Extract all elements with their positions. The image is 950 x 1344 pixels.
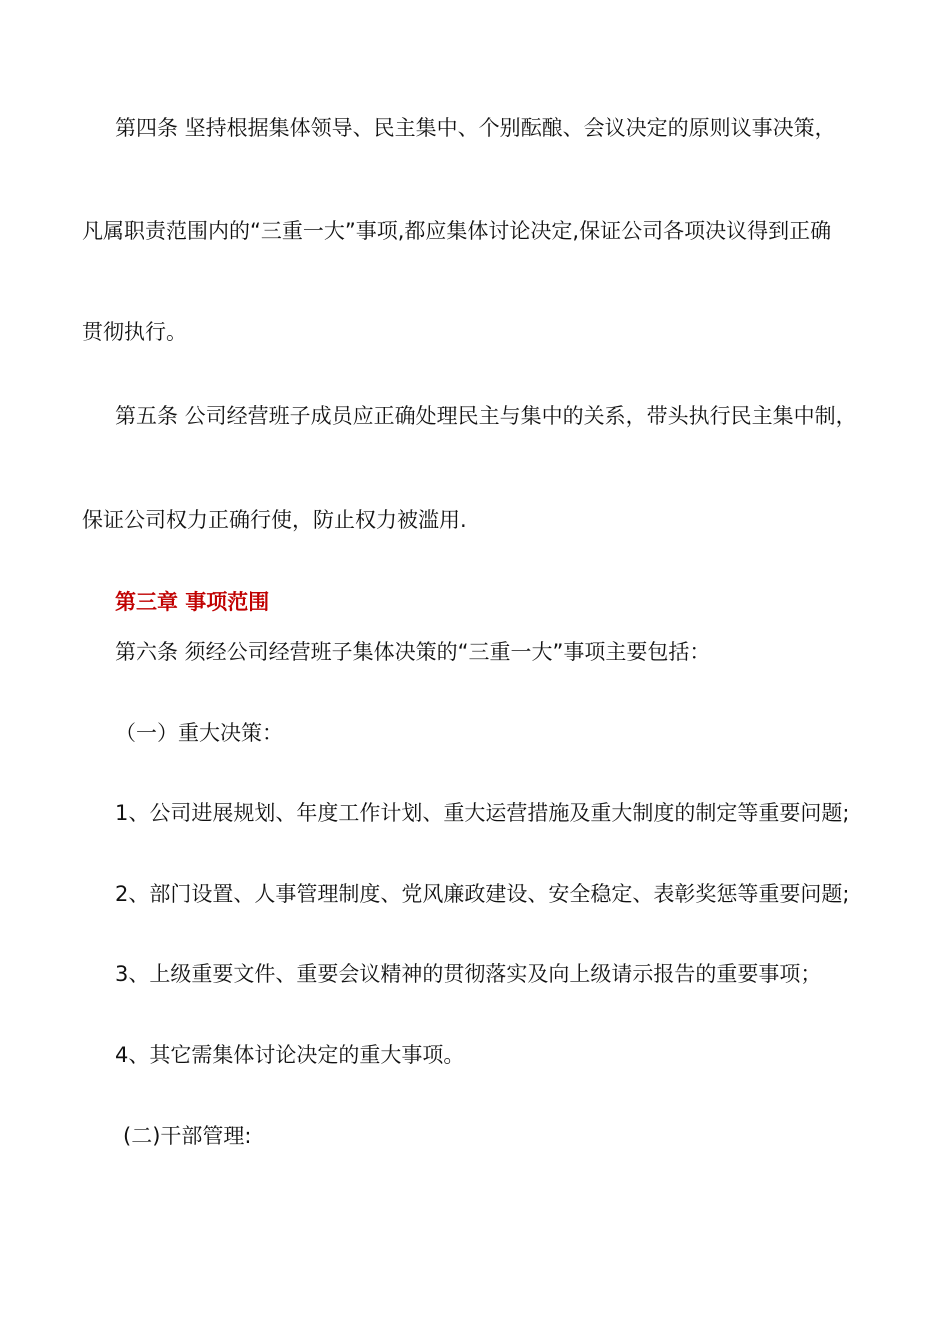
article-4-line-1: 第四条 坚持根据集体领导、民主集中、个别酝酿、会议决定的原则议事决策， <box>115 116 836 140</box>
article-4-line-3: 贯彻执行。 <box>82 320 187 344</box>
list-item-1: 1、公司进展规划、年度工作计划、重大运营措施及重大制度的制定等重要问题; <box>115 801 850 825</box>
section-1-heading: （一）重大决策： <box>115 721 283 745</box>
section-2-heading: (二)干部管理: <box>123 1124 252 1148</box>
article-6-line: 第六条 须经公司经营班子集体决策的“三重一大”事项主要包括： <box>115 640 711 664</box>
list-item-2: 2、部门设置、人事管理制度、党风廉政建设、安全稳定、表彰奖惩等重要问题; <box>115 882 850 906</box>
article-5-line-1: 第五条 公司经营班子成员应正确处理民主与集中的关系，带头执行民主集中制， <box>115 404 857 428</box>
list-item-3: 3、上级重要文件、重要会议精神的贯彻落实及向上级请示报告的重要事项； <box>115 962 822 986</box>
article-4-line-2: 凡属职责范围内的“三重一大”事项,都应集体讨论决定,保证公司各项决议得到正确 <box>82 219 832 243</box>
list-item-4: 4、其它需集体讨论决定的重大事项。 <box>115 1043 465 1067</box>
chapter-3-heading: 第三章 事项范围 <box>115 590 270 614</box>
article-5-line-2: 保证公司权力正确行使，防止权力被滥用. <box>82 508 467 532</box>
